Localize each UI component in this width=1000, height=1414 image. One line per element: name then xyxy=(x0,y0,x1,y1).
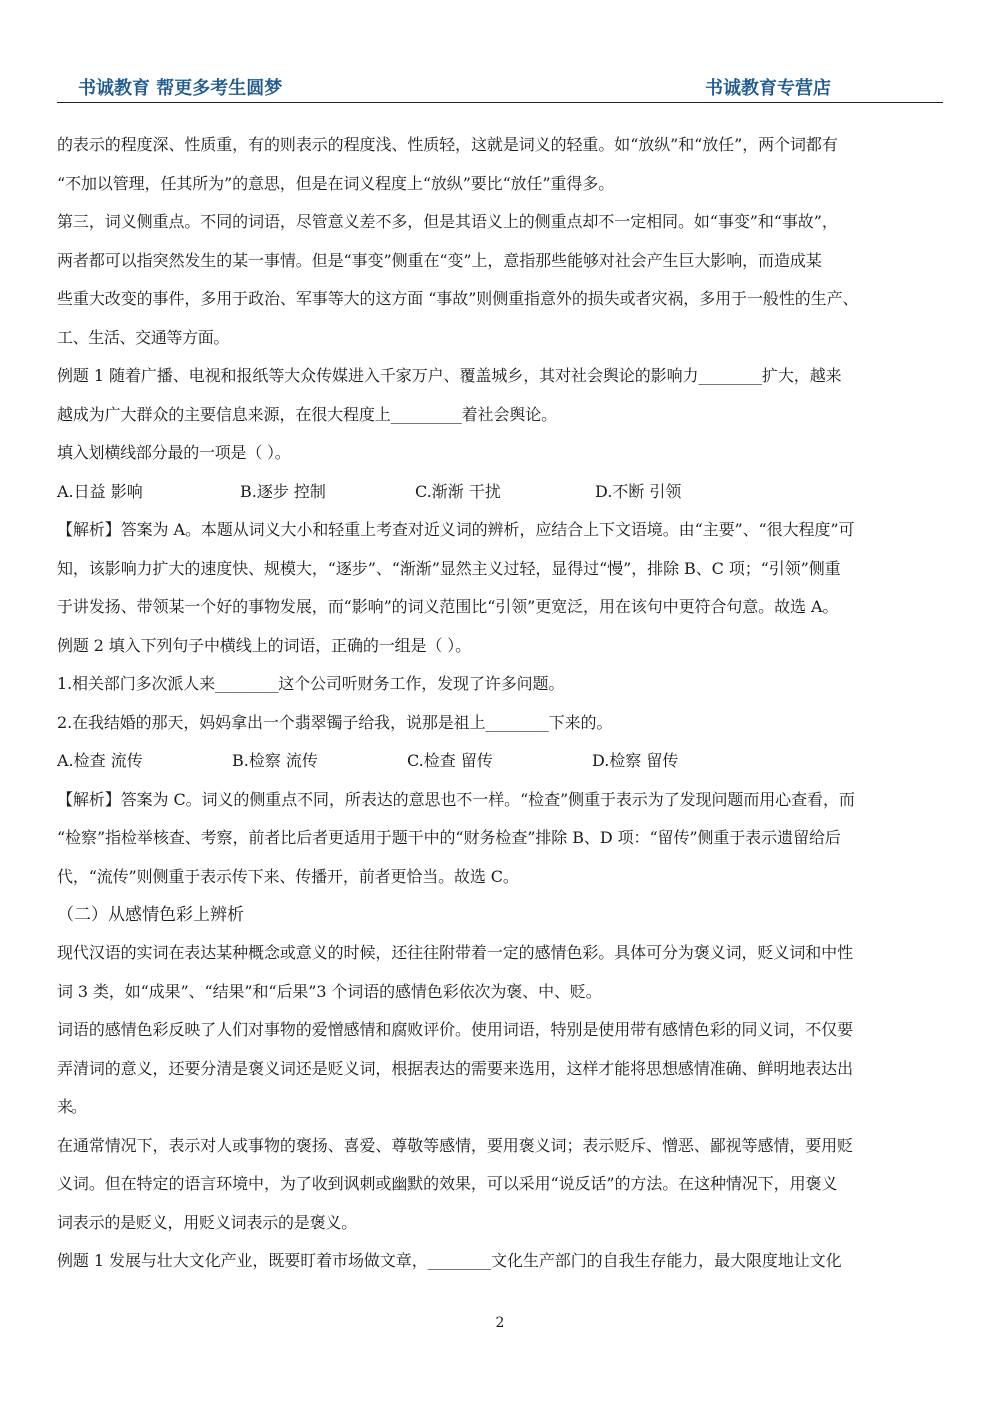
text-line: 越成为广大群众的主要信息来源，在很大程度上_________着社会舆论。 xyxy=(57,404,558,424)
option-d: D.检察 留传 xyxy=(592,751,679,770)
text-line: 1.相关部门多次派人来________这个公司听财务工作，发现了许多问题。 xyxy=(57,674,565,693)
text-line: 义词。但在特定的语言环境中，为了收到讽刺或幽默的效果，可以采用“说反话”的方法。在这种情况下，用褒义 xyxy=(57,1174,838,1193)
document-body xyxy=(57,126,947,1281)
analysis-line: 【解析】答案为 A。本题从词义大小和轻重上考查对近义词的辨析，应结合上下文语境。由“主要”、“很大程度”可 xyxy=(57,520,855,539)
option-c: C.渐渐 干扰 xyxy=(415,481,501,501)
option-b: B.检察 流传 xyxy=(232,751,318,770)
text-line: 工、生活、交通等方面。 xyxy=(57,327,229,347)
example-2-question: 例题 2 填入下列句子中横线上的词语，正确的一组是（ ）。 xyxy=(57,635,472,655)
q1-options xyxy=(57,473,947,512)
option-a: A.检查 流传 xyxy=(57,751,143,770)
example-1-question: 例题 1 随着广播、电视和报纸等大众传媒进入千家万户、覆盖城乡，其对社会舆论的影响力________扩大，越来 xyxy=(57,366,842,385)
text-line: 的表示的程度深、性质重，有的则表示的程度浅、性质轻，这就是词义的轻重。如“放纵”和“放任”，两个词都有 xyxy=(57,135,838,154)
section-heading: （二）从感情色彩上辨析 xyxy=(57,905,244,925)
header-left-text: 书诚教育 帮更多考生圆梦 xyxy=(78,78,283,99)
example-1-question: 例题 1 发展与壮大文化产业，既要盯着市场做文章，________文化生产部门的自我生存能力，最大限度地让文化 xyxy=(57,1251,842,1270)
q2-options xyxy=(57,742,947,781)
text-line: 2.在我结婚的那天，妈妈拿出一个翡翠镯子给我，说那是祖上________下来的。 xyxy=(57,712,613,732)
analysis-line: 【解析】答案为 C。词义的侧重点不同，所表达的意思也不一样。“检查”侧重于表示为了发现问题而用心查看，而 xyxy=(57,789,855,809)
text-line: 词 3 类，如“成果”、“结果”和“后果”3 个词语的感情色彩依次为褒、中、贬。 xyxy=(57,981,602,1001)
text-line: 在通常情况下，表示对人或事物的褒扬、喜爱、尊敬等感情，要用褒义词；表示贬斥、憎恶、鄙视等感情，要用贬 xyxy=(57,1135,854,1155)
text-line: 两者都可以指突然发生的某一事情。但是“事变”侧重在“变”上，意指那些能够对社会产生巨大影响，而造成某 xyxy=(57,250,822,270)
text-line: 来。 xyxy=(57,1097,86,1116)
text-line: “检察”指检举核查、考察，前者比后者更适用于题干中的“财务检查”排除 B、D 项：“留传”侧重于表示遗留给后 xyxy=(57,828,841,847)
text-line: 词表示的是贬义，用贬义词表示的是褒义。 xyxy=(57,1212,357,1232)
option-c: C.检查 留传 xyxy=(407,751,493,770)
page-header xyxy=(57,72,943,103)
header-right-text: 书诚教育专营店 xyxy=(705,78,831,99)
page-number: 2 xyxy=(495,1315,505,1331)
text-line: 第三，词义侧重点。不同的词语，尽管意义差不多，但是其语义上的侧重点却不一定相同。如“事变”和“事故”， xyxy=(57,212,838,231)
option-d: D.不断 引领 xyxy=(595,481,682,501)
text-line: 些重大改变的事件，多用于政治、军事等大的这方面 “事故”则侧重指意外的损失或者灾祸，多用于一般性的生产、 xyxy=(57,289,859,308)
text-line: 现代汉语的实词在表达某种概念或意义的时候，还往往附带着一定的感情色彩。具体可分为褒义词，贬义词和中性 xyxy=(57,943,854,962)
option-a: A.日益 影响 xyxy=(57,481,143,501)
text-line: 词语的感情色彩反映了人们对事物的爱憎感情和腐败评价。使用词语，特别是使用带有感情色彩的同义词，不仅要 xyxy=(57,1020,854,1039)
text-line: 知，该影响力扩大的速度快、规模大，“逐步”、“渐渐”显然主义过轻，显得过“慢”，排除 B、C 项；“引领”侧重 xyxy=(57,558,841,578)
option-b: B.逐步 控制 xyxy=(240,481,326,501)
text-line: 填入划横线部分最的一项是（ ）。 xyxy=(57,443,291,462)
text-line: 于讲发扬、带领某一个好的事物发展，而“影响”的词义范围比“引领”更宽泛，用在该句中更符合句意。故选 A。 xyxy=(57,597,839,616)
text-line: 代，“流传”则侧重于表示传下来、传播开，前者更恰当。故选 C。 xyxy=(57,866,519,886)
text-line: 弄清词的意义，还要分清是褒义词还是贬义词，根据表达的需要来选用，这样才能将思想感情准确、鲜明地表达出 xyxy=(57,1058,854,1078)
text-line: “不加以管理，任其所为”的意思，但是在词义程度上“放纵”要比“放任”重得多。 xyxy=(57,173,615,193)
